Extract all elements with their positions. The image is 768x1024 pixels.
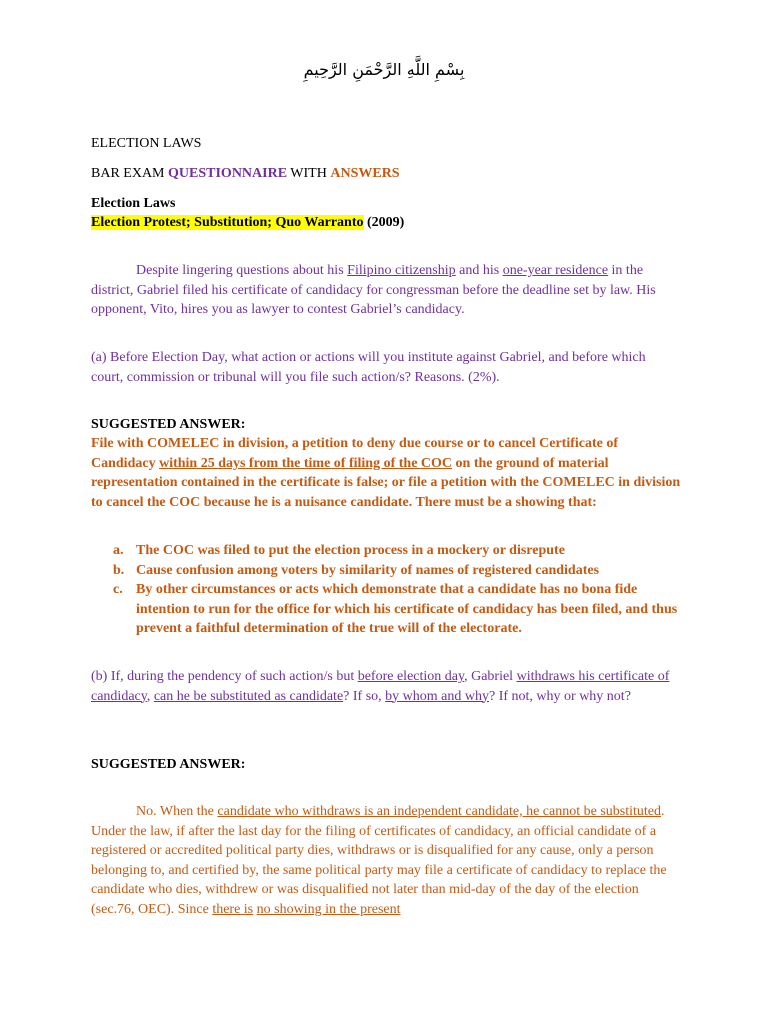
list-marker: c.: [113, 582, 123, 598]
list-item: [91, 561, 681, 581]
question-b-underline-1: before election day: [357, 669, 465, 684]
question-b-text-1: (b) If, during the pendency of such action/s but: [91, 669, 358, 684]
answer-a-list: [91, 541, 681, 639]
answer-a-text: [91, 434, 681, 512]
question-b: [91, 667, 681, 706]
question-a: (a) Before Election Day, what action or actions will you institute against Gabriel, and before which court, commission or tribunal will you file such action/s? Reasons. (2%).: [91, 350, 646, 385]
list-item: [91, 541, 681, 561]
intro-text-2: and his: [455, 263, 503, 278]
answer-b-label: SUGGESTED ANSWER:: [91, 757, 246, 772]
question-b-underline-4: by whom and why: [385, 688, 489, 704]
list-item: [91, 580, 681, 639]
answer-b-underline-2: there is: [212, 901, 254, 917]
subtitle-with: WITH: [287, 166, 331, 181]
question-b-text-3: ,: [146, 688, 154, 704]
list-marker: b.: [113, 562, 125, 578]
question-b-underline-3: can he be substituted as candidate: [153, 688, 344, 704]
answer-a-underline: within 25 days from the time of filing of the COC: [159, 455, 453, 471]
document-subtitle: [91, 164, 681, 184]
bismillah-heading: بِسْمِ اللَّهِ الرَّحْمَنِ الرَّحِيمِ: [303, 60, 465, 79]
section-name: Election Laws: [91, 196, 176, 211]
list-item-text: Cause confusion among voters by similarity of names of registered candidates: [136, 562, 600, 578]
list-marker: a.: [113, 543, 124, 558]
document-title: ELECTION LAWS: [91, 136, 202, 151]
question-b-underline-2: withdraws his certificate of candidacy: [91, 669, 670, 704]
answer-b-underline-1: candidate who withdraws is an independent candidate, he cannot be substituted: [217, 804, 661, 819]
answer-b-text: [91, 802, 681, 920]
subtitle-prefix: BAR EXAM: [91, 166, 169, 181]
topic-highlight: Election Protest; Substitution; Quo Warranto: [91, 215, 364, 230]
answer-a-text-1: File with COMELEC in division, a petition to deny due course or to cancel Certificate of Candidacy: [91, 436, 619, 471]
answer-b-underline-3: no showing in the present: [256, 901, 401, 917]
answer-a-label: SUGGESTED ANSWER:: [91, 417, 246, 432]
question-b-text-5: ? If not, why or why not?: [489, 688, 631, 704]
answer-a-text-2: on the ground of material representation contained in the certificate is false; or file a petition with the COMELEC in division to cancel the COC because he is a nuisance candidate. There must be a showing that:: [91, 455, 681, 510]
question-b-text-4: ? If so,: [343, 688, 386, 704]
section-topic: [91, 213, 681, 233]
intro-underline-residence: one-year residence: [502, 263, 609, 278]
list-item-text: By other circumstances or acts which demonstrate that a candidate has no bona fide intention to run for the office for which his certificate of candidacy has been filed, and thus prevent a faithful determination of the true will of the electorate.: [136, 582, 678, 637]
topic-year: (2009): [363, 215, 405, 230]
question-intro: [91, 261, 681, 320]
intro-text-1: Despite lingering questions about his: [136, 263, 348, 278]
answer-b-text-2: . Under the law, if after the last day for the filing of certificates of candidacy, an official candidate of a registered or accredited political party dies, withdraws or is disqualified for any cause, only a person belonging to, and certified by, the same political party may file a certificate of candidacy to replace the candidate who dies, withdrew or was disqualified not later than mid-day of the day of the election (sec.76, OEC). Since: [91, 804, 667, 917]
answer-b-text-1: No. When the: [136, 804, 218, 819]
subtitle-answers: ANSWERS: [330, 166, 400, 181]
list-item-text: The COC was filed to put the election process in a mockery or disrepute: [136, 543, 565, 558]
subtitle-questionnaire: QUESTIONNAIRE: [168, 166, 288, 181]
intro-underline-citizenship: Filipino citizenship: [347, 263, 456, 278]
question-b-text-2: , Gabriel: [464, 669, 517, 684]
intro-text-3: in the district, Gabriel filed his certificate of candidacy for congressman before the deadline set by law. His opponent, Vito, hires you as lawyer to contest Gabriel’s candidacy.: [91, 263, 656, 318]
